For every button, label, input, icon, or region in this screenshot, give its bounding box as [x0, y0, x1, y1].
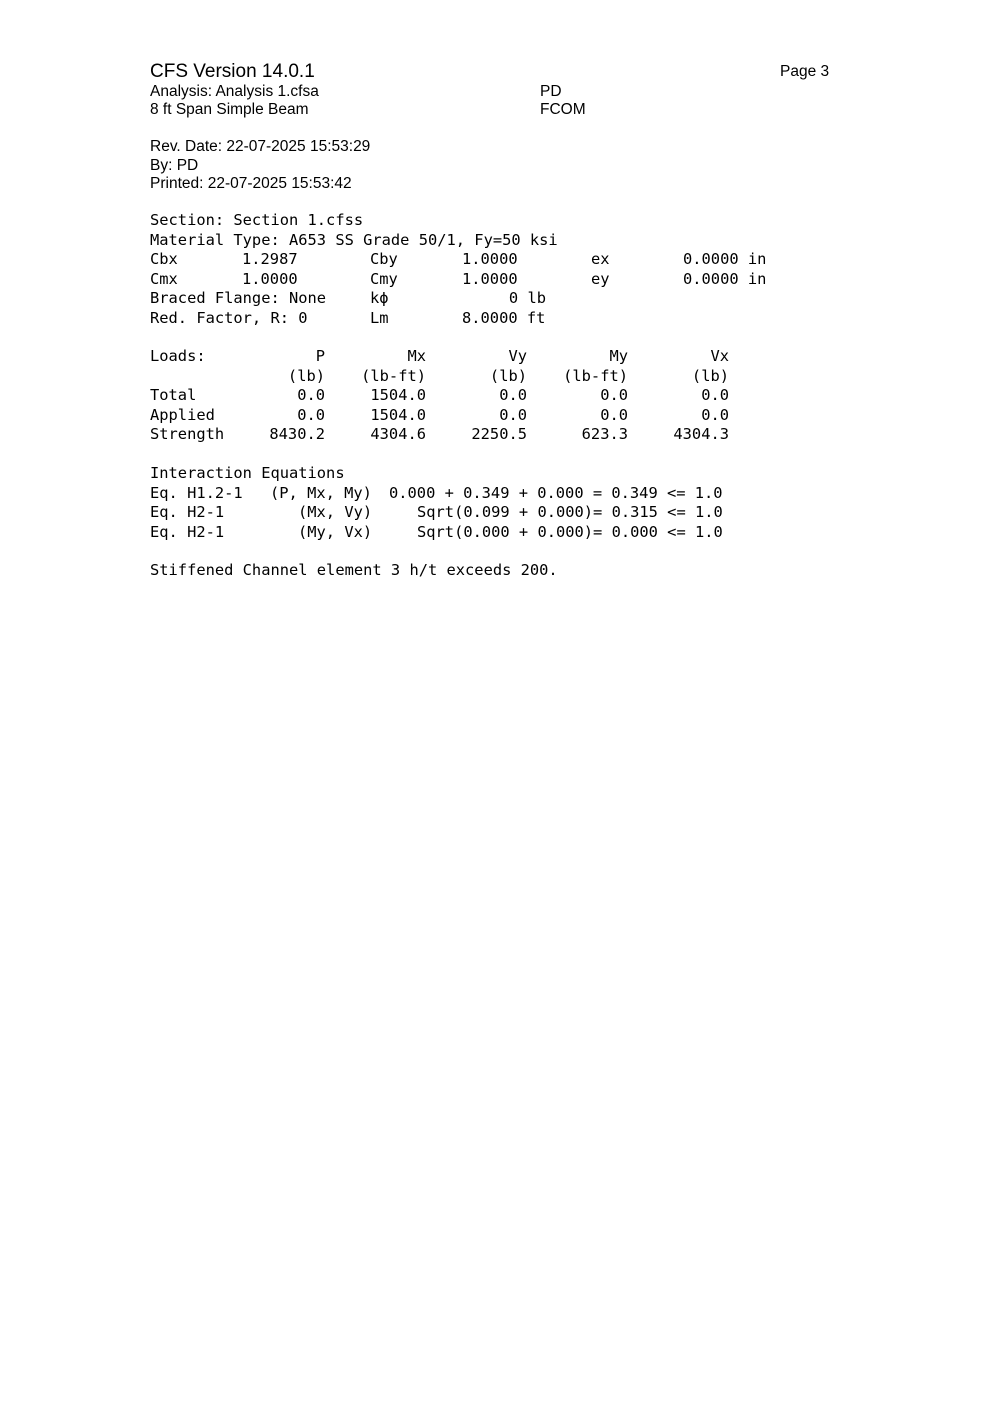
kphi-value: 0 lb [508, 289, 546, 307]
kphi-label: kϕ [370, 289, 389, 307]
column-header: My [609, 347, 628, 365]
description: 8 ft Span Simple Beam [150, 101, 309, 118]
printed-date: Printed: 22-07-2025 15:53:42 [150, 175, 352, 192]
equation-id: Eq. H2-1 [150, 523, 225, 541]
table-row [150, 406, 770, 426]
param-value: 1.0000 [462, 270, 518, 288]
row-label: Strength [150, 425, 225, 443]
page-number: Page 3 [780, 63, 830, 80]
param-label: Cmy [370, 270, 398, 288]
report-title: CFS Version 14.0.1 [150, 61, 315, 82]
company: FCOM [540, 101, 586, 118]
warning-note: Stiffened Channel element 3 h/t exceeds 200. [150, 561, 558, 579]
table-cell: 0.0 [600, 386, 628, 404]
loads-units-row [150, 367, 770, 387]
braced-flange-row [150, 289, 790, 309]
param-value: 1.0000 [242, 270, 298, 288]
table-cell: 0.0 [297, 406, 325, 424]
column-unit: (lb) [489, 367, 527, 385]
table-cell: 4304.6 [370, 425, 426, 443]
column-unit: (lb) [691, 367, 729, 385]
interaction-title: Interaction Equations [150, 464, 345, 482]
lm-label: Lm [370, 309, 389, 327]
rev-date: Rev. Date: 22-07-2025 15:53:29 [150, 138, 371, 155]
equation-expr: 0.000 + 0.349 + 0.000 = 0.349 <= 1.0 [389, 484, 723, 502]
loads-header-row [150, 347, 770, 367]
param-value: 0.0000 in [683, 250, 767, 268]
equation-vars: (My, Vx) [298, 523, 373, 541]
table-cell: 8430.2 [269, 425, 325, 443]
param-value: 0.0000 in [683, 270, 767, 288]
column-unit: (lb-ft) [563, 367, 628, 385]
param-row-1 [150, 250, 790, 270]
table-cell: 0.0 [701, 386, 729, 404]
table-cell: 1504.0 [370, 406, 426, 424]
param-value: 1.2987 [242, 250, 298, 268]
table-cell: 4304.3 [673, 425, 729, 443]
equation-expr: Sqrt(0.000 + 0.000)= 0.000 <= 1.0 [417, 523, 723, 541]
author: By: PD [150, 157, 199, 174]
equation-id: Eq. H2-1 [150, 503, 225, 521]
param-row-2 [150, 270, 790, 290]
param-label: Cbx [150, 250, 178, 268]
table-cell: 2250.5 [471, 425, 527, 443]
loads-table [150, 347, 770, 447]
initials: PD [540, 83, 562, 100]
column-header: Mx [407, 347, 426, 365]
equation-expr: Sqrt(0.099 + 0.000)= 0.315 <= 1.0 [417, 503, 723, 521]
equation-row [150, 484, 790, 504]
table-cell: 1504.0 [370, 386, 426, 404]
equation-id: Eq. H1.2-1 [150, 484, 243, 502]
table-cell: 0.0 [701, 406, 729, 424]
braced-flange: Braced Flange: None [150, 289, 327, 307]
table-row [150, 425, 770, 445]
red-factor-row [150, 309, 790, 329]
table-cell: 0.0 [499, 406, 527, 424]
table-cell: 0.0 [499, 386, 527, 404]
table-cell: 0.0 [600, 406, 628, 424]
table-row [150, 386, 770, 406]
equation-row [150, 523, 790, 543]
param-label: Cmx [150, 270, 178, 288]
param-label: ey [591, 270, 610, 288]
column-unit: (lb) [287, 367, 325, 385]
column-header: Vy [508, 347, 527, 365]
column-header: Vx [710, 347, 729, 365]
table-cell: 623.3 [581, 425, 628, 443]
red-factor: Red. Factor, R: 0 [150, 309, 308, 327]
table-cell: 0.0 [297, 386, 325, 404]
equation-vars: (Mx, Vy) [298, 503, 373, 521]
column-header: P [315, 347, 325, 365]
section-line: Section: Section 1.cfss [150, 211, 364, 229]
loads-label: Loads: [150, 347, 206, 365]
param-label: Cby [370, 250, 398, 268]
row-label: Total [150, 386, 197, 404]
lm-value: 8.0000 ft [462, 309, 546, 327]
row-label: Applied [150, 406, 215, 424]
material-line: Material Type: A653 SS Grade 50/1, Fy=50 ksi [150, 231, 558, 249]
analysis-name: Analysis: Analysis 1.cfsa [150, 83, 319, 100]
param-label: ex [591, 250, 610, 268]
equation-row [150, 503, 790, 523]
column-unit: (lb-ft) [361, 367, 426, 385]
param-value: 1.0000 [462, 250, 518, 268]
equation-vars: (P, Mx, My) [270, 484, 372, 502]
